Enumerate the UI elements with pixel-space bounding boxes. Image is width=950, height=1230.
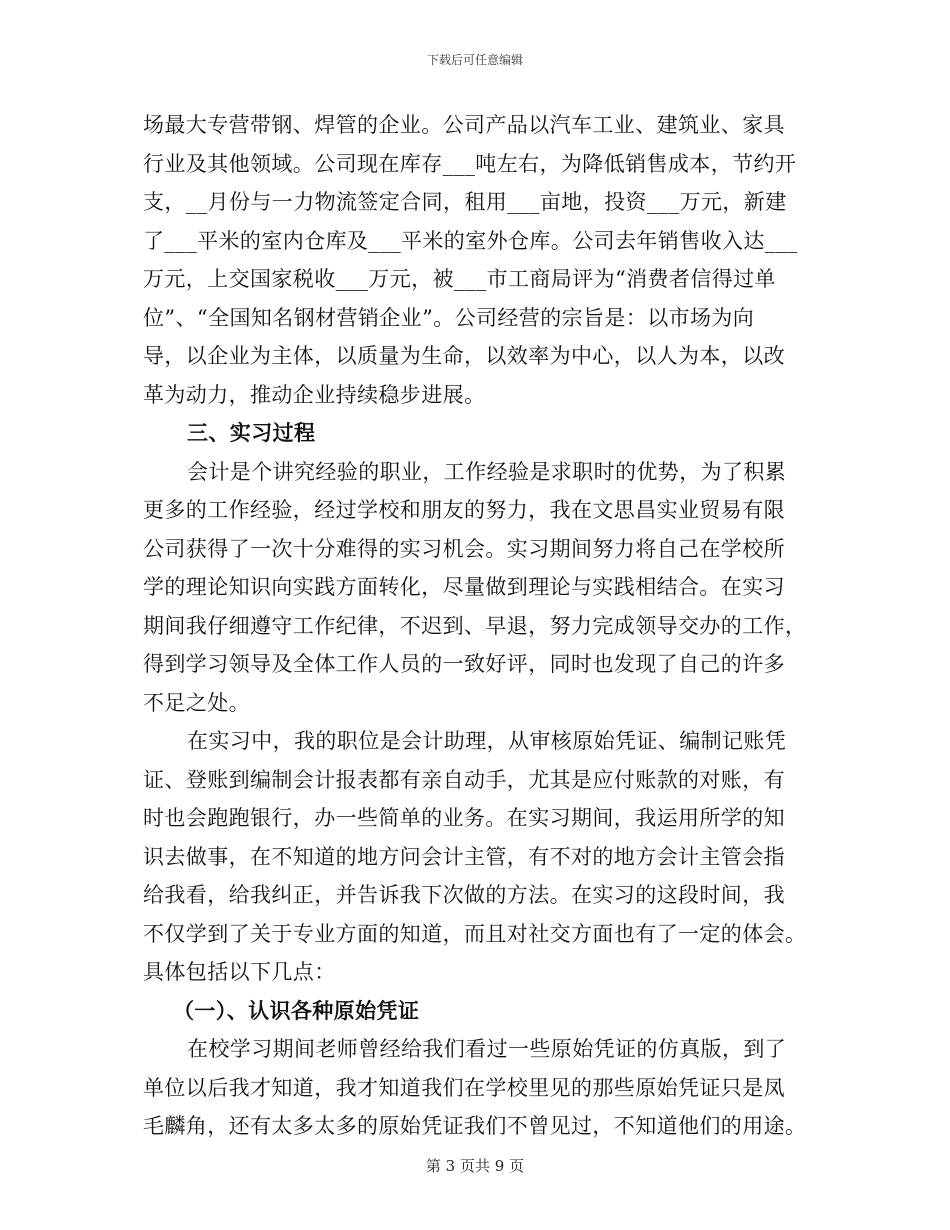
paragraph-line: 证、登账到编制会计报表都有亲自动手，尤其是应付账款的对账，有	[143, 767, 785, 792]
paragraph-line: 更多的工作经验，经过学校和朋友的努力，我在文思昌实业贸易有限	[143, 498, 785, 522]
paragraph-line: 革为动力，推动企业持续稳步进展。	[143, 382, 486, 407]
paragraph-line: 毛麟角，还有太多太多的原始凭证我们不曾见过，不知道他们的用途。	[143, 1114, 807, 1138]
paragraph-line: 位”、“全国知名钢材营销企业”。公司经营的宗旨是：以市场为向	[143, 305, 755, 330]
paragraph-line: 会计是个讲究经验的职业，工作经验是求职时的优势，为了积累	[187, 459, 787, 484]
page-header: 下载后可任意编辑	[426, 53, 523, 67]
paragraph-line: 万元，上交国家税收___万元，被___市工商局评为“消费者信得过单	[143, 267, 776, 291]
page-number: 第 3 页共 9 页	[425, 1157, 525, 1175]
paragraph-line: 支，__月份与一力物流签定合同，租用___亩地，投资___万元，新建	[143, 190, 787, 214]
paragraph-line: 行业及其他领域。公司现在库存___吨左右，为降低销售成本，节约开	[143, 151, 797, 176]
paragraph-line: 在校学习期间老师曾经给我们看过一些原始凭证的仿真版，到了	[187, 1037, 787, 1061]
section-heading: 三、实习过程	[187, 420, 316, 445]
subsection-heading: （一）、认识各种原始凭证	[173, 997, 420, 1023]
paragraph-line: 期间我仔细遵守工作纪律，不迟到、早退，努力完成领导交办的工作，	[143, 613, 807, 638]
paragraph-line: 不仅学到了关于专业方面的知道，而且对社交方面也有了一定的体会。	[143, 921, 807, 946]
paragraph-line: 不足之处。	[143, 690, 250, 715]
paragraph-line: 公司获得了一次十分难得的实习机会。实习期间努力将自己在学校所	[143, 536, 785, 561]
paragraph-line: 给我看，给我纠正，并告诉我下次做的方法。在实习的这段时间，我	[143, 883, 785, 907]
paragraph-line: 学的理论知识向实践方面转化，尽量做到理论与实践相结合。在实习	[143, 575, 785, 599]
paragraph-line: 了___平米的室内仓库及___平米的室外仓库。公司去年销售收入达___	[143, 228, 798, 253]
paragraph-line: 具体包括以下几点：	[143, 960, 336, 984]
paragraph-line: 场最大专营带钢、焊管的企业。公司产品以汽车工业、建筑业、家具	[143, 113, 785, 137]
paragraph-line: 时也会跑跑银行，办一些简单的业务。在实习期间，我运用所学的知	[143, 806, 785, 830]
paragraph-line: 识去做事，在不知道的地方问会计主管，有不对的地方会计主管会指	[143, 844, 785, 869]
paragraph-line: 在实习中，我的职位是会计助理，从审核原始凭证、编制记账凭	[187, 729, 787, 753]
document-body	[143, 106, 808, 1146]
paragraph-line: 单位以后我才知道，我才知道我们在学校里见的那些原始凭证只是凤	[143, 1075, 785, 1100]
paragraph-line: 得到学习领导及全体工作人员的一致好评，同时也发现了自己的许多	[143, 652, 785, 676]
paragraph-line: 导，以企业为主体，以质量为生命，以效率为中心，以人为本，以改	[143, 344, 785, 368]
